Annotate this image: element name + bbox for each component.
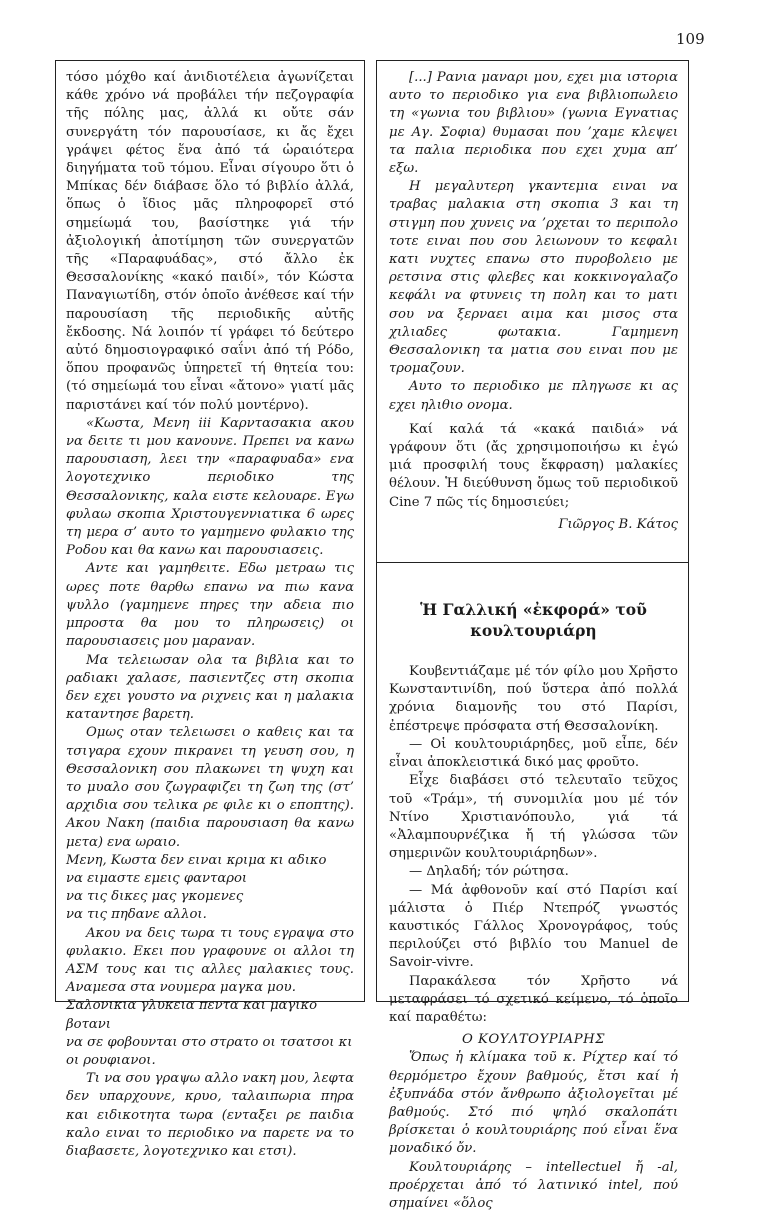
- page-number: 109: [676, 30, 705, 48]
- paragraph: — Δηλαδή; τόν ρώτησα.: [409, 864, 569, 880]
- paragraph: Τι να σου γραψω αλλο νακη μου, λεφτα δεν υπαρχουνε, κρυο, ταλαιπωρια πηρα και ειδικοτητα τωρα (ενταξει ρε παιδια καλο ειναι το περιοδικο να παρετε να το διαβασετε, λογοτεχνικο και ετσι).: [66, 1071, 354, 1159]
- quoted-text-body: [389, 1049, 678, 1213]
- paragraph: — Οἱ κουλτουριάρηδες, μοῦ εἶπε, δέν εἶναι ἀποκλειστικά δικό μας φροῦτο.: [389, 736, 678, 771]
- paragraph: Αυτο το περιοδικο με πληγωσε κι ας εχει ηλιθιο ονομα.: [389, 379, 678, 413]
- right-text-column: [376, 60, 689, 1211]
- paragraph: Ὅπως ἡ κλίμακα τοῦ κ. Ρίχτερ καί τό θερμόμετρο ἔχουν βαθμούς, ἔτσι καί ἡ ἐξυπνάδα στόν ἄνθρωπο ἀξιολογεῖται μέ βαθμούς. Στό πιό ψηλό σκαλοπάτι βρίσκεται ὁ κουλτουριάρης πού εἶναι ἕνα μοναδικό ὄν.: [389, 1050, 678, 1157]
- paragraph: Μα τελειωσαν ολα τα βιβλια και το ραδιακι χαλασε, πασιεντζες στη σκοπια δεν εχει γουστο να ριχνεις και η μαλακια καταντησε βαρετη.: [66, 652, 354, 723]
- article-body: [389, 663, 678, 1027]
- paragraph: Κουλτουριάρης – intellectuel ἤ -al, προέρχεται ἀπό τό λατινικό intel, πού σημαίνει «ὅλος: [389, 1159, 678, 1211]
- paragraph: Ομως οταν τελειωσει ο καθεις και τα τσιγαρα εχουν πικρανει τη γευση σου, η Θεσσαλονικη σου πλακωνει τη ψυχη και το μυαλο σου ζωγραφιζει τη ζωη της (στ’ αρχιδια σου τελικα ρε φιλε κι ο εποπτης). Ακου Νακη (παιδια παρουσιαση θα κανω μετα) ενα ωραιο.: [66, 725, 354, 850]
- paragraph: Παρακάλεσα τόν Χρῆστο νά μεταφράσει τό σχετικό κείμενο, τό ὁποῖο καί παραθέτω:: [389, 973, 678, 1025]
- paragraph: τόσο μόχθο καί ἀνιδιοτέλεια ἀγωνίζεται κάθε χρόνο νά προβάλει τήν πεζογραφία τῆς πόλης μας, ἀλλά κι οὔτε σάν συνεργάτη τόν παρουσίασε, κι ἄς ἔχει γράψει φέτος ἕνα ἀπό τά ὡραιότερα διηγήματα τοῦ τόμου. Εἶναι σίγουρο ὅτι ὁ Μπίκας δέν διάβασε ὅλο τό βιβλίο ἀλλά, ὅπως ὁ ἴδιος μᾶς πληροφορεῖ στό σημείωμά του, βασίστηκε γιά τήν ἀξιολογική ἀποτίμηση τῶν συνεργατῶν τῆς «Παραφυάδας», στό ἄλλο ἐκ Θεσσαλονίκης «κακό παιδί», τόν Κώστα Παναγιωτίδη, στόν ὁποῖο ἀνέθεσε καί τήν παρουσίαση τῆς περιοδικῆς αὐτῆς ἔκδοσης. Νά λοιπόν τί γράφει τό δεύτερο αὐτό δημοσιογραφικό σαΐνι ἀπό τή Ρόδο, ὅπου προφανῶς ὑπηρετεῖ τή θητεία του: (τό σημείωμά του εἶναι «ἄτονο» γιατί μᾶς παριστάνει καί τόν πολύ μοντέρνο).: [66, 70, 354, 413]
- left-text-column: [55, 60, 365, 1159]
- paragraph: Αντε και γαμηθειτε. Εδω μετραω τις ωρες ποτε θαρθω επανω να πιω κανα ψυλλο (γαμημενε πηρες την αδεια πιο μπροστα θα μου το πληρωσεις) οι παρουσιασεις μου μαραναν.: [66, 561, 354, 650]
- paragraph: να ειμαστε εμεις φανταροι: [66, 870, 248, 886]
- paragraph: Η μεγαλυτερη γκαντεμια ειναι να τραβας μαλακια στη σκοπια 3 και τη στιγμη που χυνεις να ’ρχεται το περιπολο τοτε ειναι που σου λειωνουν το κεφαλι κατι νυχτες επανω στο πυροβολειο με ρετσινα στις φλεβες και κοκκινογαλαζο κεφάλι να φτυνεις τη πολη και το ματι σου να ξερναει αιμα και μισος στα χιλιαδες φωτακια. Γαμημενη Θεσσαλονικη τα ματια σου ειναι που με τρομαζουν.: [389, 179, 678, 377]
- section-divider: [377, 562, 688, 563]
- author-signature: Γιῶργος Β. Κάτος: [558, 516, 678, 532]
- paragraph: να τις δικες μας γκομενες: [66, 889, 244, 905]
- paragraph: Κουβεντιάζαμε μέ τόν φίλο μου Χρῆστο Κωνσταντινίδη, πού ὕστερα ἀπό πολλά χρόνια διαμονῆς του στό Παρίσι, ἐπέστρεψε πρόσφατα στή Θεσσαλονίκη.: [389, 664, 678, 734]
- paragraph: Σαλονικια γλυκεια πεντα και μαγικο βοτανι: [66, 998, 318, 1032]
- paragraph: — Μά ἀφθονοῦν καί στό Παρίσι καί μάλιστα ὁ Πιέρ Ντεπρόζ γνωστός καυστικός Γάλλος Χρονογράφος, τούς περιλούζει στό βιβλίο του Manuel de Savoir-vivre.: [389, 882, 678, 971]
- paragraph: να σε φοβουνται στο στρατο οι τσατσοι κι οι ρουφιανοι.: [66, 1034, 353, 1068]
- article-heading: Ἡ Γαλλική «ἐκφορά» τοῦ κουλτουριάρη: [420, 600, 647, 641]
- paragraph: Καί καλά τά «κακά παιδιά» νά γράφουν ὅτι (ἄς χρησιμοποιήσω κι ἐγώ μιά προσφιλή τους ἔκφραση) μαλακίες θέλουν. Ἡ διεύθυνση ὅμως τοῦ περιοδικοῦ Cine 7 πῶς τίς δημοσιεύει;: [389, 421, 678, 510]
- paragraph: Μενη, Κωστα δεν ειναι κριμα κι αδικο: [66, 852, 327, 868]
- paragraph: Ακου να δεις τωρα τι τους εγραψα στο φυλακιο. Εκει που γραφουνε οι αλλοι τη ΑΣΜ τους και τις αλλες μαλακιες τους. Αναμεσα στα νουμερα μαγκα μου.: [66, 925, 354, 996]
- paragraph: να τις πηδανε αλλοι.: [66, 907, 207, 923]
- paragraph: [...] Ρανια μαναρι μου, εχει μια ιστορια αυτο το περιοδικο για ενα βιβλιοπωλειο τη «γωνια του βιβλιου» (γωνια Εγνατιας με Αγ. Σοφια) θυμασαι που ’χαμε κλεψει τα παλια περιοδικα που εχει χυμα απ’ εξω.: [389, 70, 678, 177]
- paragraph: «Κωστα, Μενη iii Καρντασακια ακου να δειτε τι μου κανουνε. Πρεπει να κανω παρουσιαση, λεει την «παραφυαδα» ενα λογοτεχνικο περιοδικο της Θεσσαλονικης, καλα ειστε κελουαρε. Εγω φυλαω σκοπια Χριστουγεννιατικα 6 ωρες τη μερα σ’ αυτο το γαμημενο φυλακιο της Ροδου και θα κανω και παρουσιασεις.: [66, 415, 354, 559]
- quoted-text-title: Ο ΚΟΥΛΤΟΥΡΙΑΡΗΣ: [461, 1032, 605, 1048]
- paragraph: Εἶχε διαβάσει στό τελευταῖο τεῦχος τοῦ «Τράμ», τή συνομιλία μου μέ τόν Ντίνο Χριστιανόπουλο, γιά τά «Ἀλαμπουρνέζικα ἤ τή γλώσσα τῶν σημερινῶν κουλτουριάρηδων».: [389, 773, 678, 862]
- letter-excerpt-block: [389, 69, 678, 512]
